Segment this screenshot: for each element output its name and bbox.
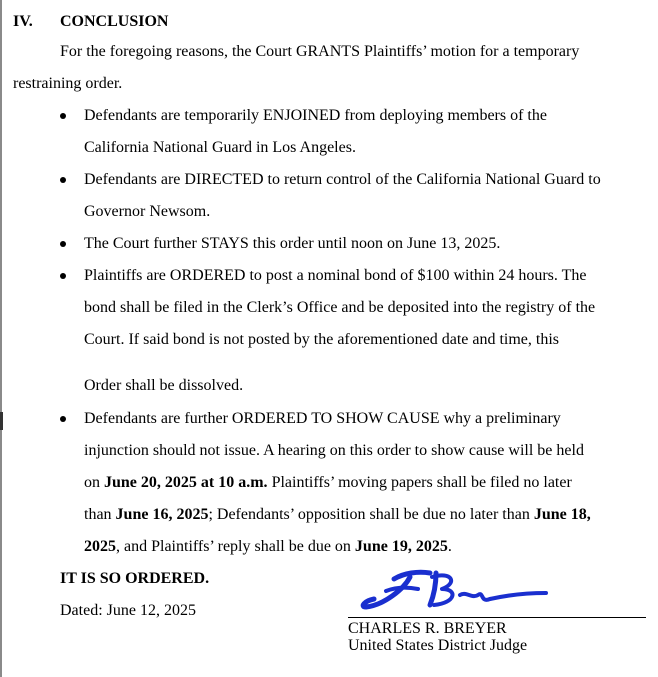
bullet-3-line-1: The Court further STAYS this order until noon on June 13, 2025. [84, 235, 501, 252]
section-number: IV. [13, 13, 33, 30]
bullet-4-line-2: bond shall be filed in the Clerk’s Office and be deposited into the registry of the [84, 299, 596, 316]
bullet-marker [60, 241, 66, 247]
bullet-marker [60, 177, 66, 183]
so-ordered: IT IS SO ORDERED. [60, 570, 210, 587]
judge-signature [356, 565, 556, 621]
bullet-1-line-1: Defendants are temporarily ENJOINED from deploying members of the [84, 107, 547, 124]
text-run: Plaintiffs’ moving papers shall be filed no later [267, 474, 572, 491]
judge-title: United States District Judge [348, 637, 528, 654]
intro-line-2: restraining order. [13, 75, 123, 92]
opposition-year: 2025 [84, 538, 116, 555]
bullet-1-line-2: California National Guard in Los Angeles. [84, 139, 356, 156]
page-margin-marker [0, 412, 3, 430]
bullet-2-line-1: Defendants are DIRECTED to return control of the California National Guard to [84, 171, 601, 188]
reply-date: June 19, 2025 [354, 538, 448, 555]
bullet-marker [60, 273, 66, 279]
bullet-4-line-1: Plaintiffs are ORDERED to post a nominal bond of $100 within 24 hours. The [84, 267, 587, 284]
bullet-5-line-2: injunction should not issue. A hearing on this order to show cause will be held [84, 442, 584, 459]
text-run: on [84, 474, 104, 491]
bullet-marker [60, 113, 66, 119]
opposition-date: June 18, [533, 506, 591, 523]
signature-strokes [363, 572, 546, 607]
moving-papers-date: June 16, 2025 [115, 506, 209, 523]
section-title: CONCLUSION [60, 13, 169, 30]
bullet-marker [60, 416, 66, 422]
signature-line [348, 617, 646, 618]
bullet-5-line-5 [84, 537, 452, 557]
text-run: , and Plaintiffs’ reply shall be due on [116, 538, 355, 555]
bullet-5-line-4 [84, 505, 591, 525]
bullet-2-line-2: Governor Newsom. [84, 203, 211, 220]
text-run: . [447, 538, 452, 555]
text-run: ; Defendants’ opposition shall be due no later than [208, 506, 534, 523]
bullet-5-line-3 [84, 473, 572, 493]
intro-line-1: For the foregoing reasons, the Court GRANTS Plaintiffs’ motion for a temporary [60, 43, 580, 60]
bullet-4-line-3: Court. If said bond is not posted by the aforementioned date and time, this [84, 331, 560, 348]
page-left-border [0, 0, 2, 677]
dated-line: Dated: June 12, 2025 [60, 602, 196, 619]
text-run: than [84, 506, 116, 523]
judge-name: CHARLES R. BREYER [348, 620, 507, 637]
bullet-5-line-1: Defendants are further ORDERED TO SHOW CAUSE why a preliminary [84, 410, 561, 427]
bullet-4-line-4: Order shall be dissolved. [84, 377, 244, 394]
hearing-date: June 20, 2025 at 10 a.m. [104, 474, 268, 491]
